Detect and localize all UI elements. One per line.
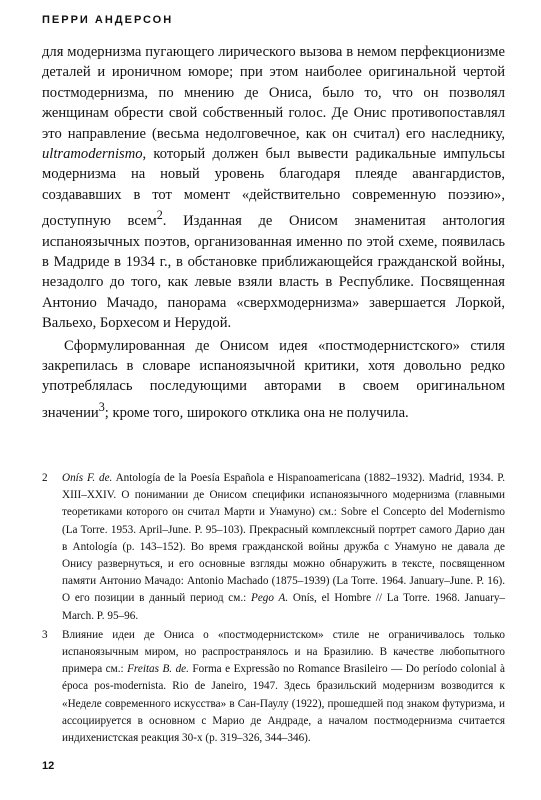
running-head: ПЕРРИ АНДЕРСОН <box>42 14 174 26</box>
footnote <box>42 627 505 747</box>
text-segment: . Изданная де Онисом знаменитая антология испаноязычных поэтов, организованная именно по этой схеме, появилась в Мадриде в 1934 г., в обстановке приближающейся гражданской войны, незадолго до того, как левые взяли власть в Республике. Посвященная Антонио Мачадо, панорама «сверхмодернизма» завершается Лоркой, Вальехо, Борхесом и Нерудой. <box>42 213 505 332</box>
paragraph <box>42 42 505 334</box>
footnote <box>42 470 505 625</box>
footnote-number: 3 <box>42 628 48 641</box>
main-text <box>42 42 505 423</box>
author-name: Pego A. <box>250 592 289 605</box>
paragraph <box>42 336 505 423</box>
author-name: Onís F. de. <box>62 472 113 484</box>
author-name: Freitas B. de. <box>127 663 189 676</box>
footnote-number: 2 <box>42 472 48 484</box>
footnotes <box>42 470 505 749</box>
text-segment: Antología de la Poesía Española e Hispanoamericana (1882–1932). Madrid, 1934. P. XIII–XXIV. О понимании де Онисом специфики испаноязычного модернизма (главными теоретиками которого он считал Марти и Унамуно) см.: Sobre el Concepto del Modernismo (La Torre. 1953. April–June. P. 95–103). Прекрасный комплексный портрет самого Дарио дан в Antología (p. 143–152). Во время гражданской войны дружба с Унамуно не давала де Онису развернуться, и его основные взгляды можно обнаружить в тексте, посвященном памяти Антонио Мачадо: Antonio Machado (1875–1939) (La Torre. 1964. January–June. P. 16). О его позиции в данный период см.: <box>62 472 505 605</box>
text-segment: Влияние идеи де Ониса о «постмодернистском» стиле не ограничивалось только испаноязычным миром, но распространялось и на Бразилию. В качестве любопытного примера см.: <box>62 628 505 676</box>
footnote-ref[interactable]: 3 <box>98 399 105 414</box>
italic-term: ultramodernismo <box>42 146 143 163</box>
text-segment: Forma e Expressão no Romance Brasileiro — Do período colonial à época pos-modernista. Rio de Janeiro, 1947. Здесь бразильский модернизм возводится к «Неделе современного искусства» в Сан-Паулу (1922), прошедшей под знаком футуризма, и ассоциируется в основном с Марио де Андраде, а началом постмодернизма считается индихенистская реакция 30-х (p. 319–326, 344–346). <box>62 663 506 745</box>
text-segment: , который должен был вывести радикальные импульсы модернизма на новый уровень благодаря плеяде авангардистов, создававших в тот момент «действительно современную поэзию», доступную всем <box>42 146 505 230</box>
text-segment: Onís, el Hombre // La Torre. 1968. January–March. P. 95–96. <box>62 592 506 622</box>
footnote-ref[interactable]: 2 <box>156 208 163 223</box>
text-segment: для модернизма пугающего лирического вызова в немом перфекционизме деталей и ироничном юморе; при этом наиболее оригинальной чертой постмодернизма, по мнению де Ониса, было то, что он позволял женщинам обрести свой собственный голос. Де Онис противопоставлял это направление (весьма недолговечное, как он считал) его наследнику, <box>42 44 505 142</box>
text-segment: ; кроме того, широкого отклика она не получила. <box>104 404 409 421</box>
text-segment: Сформулированная де Онисом идея «постмодернистского» стиля закрепилась в словаре испаноязычной критики, хотя довольно редко употреблялась последующими авторами в своем оригинальном значении <box>42 337 505 421</box>
page-number: 12 <box>42 760 55 772</box>
